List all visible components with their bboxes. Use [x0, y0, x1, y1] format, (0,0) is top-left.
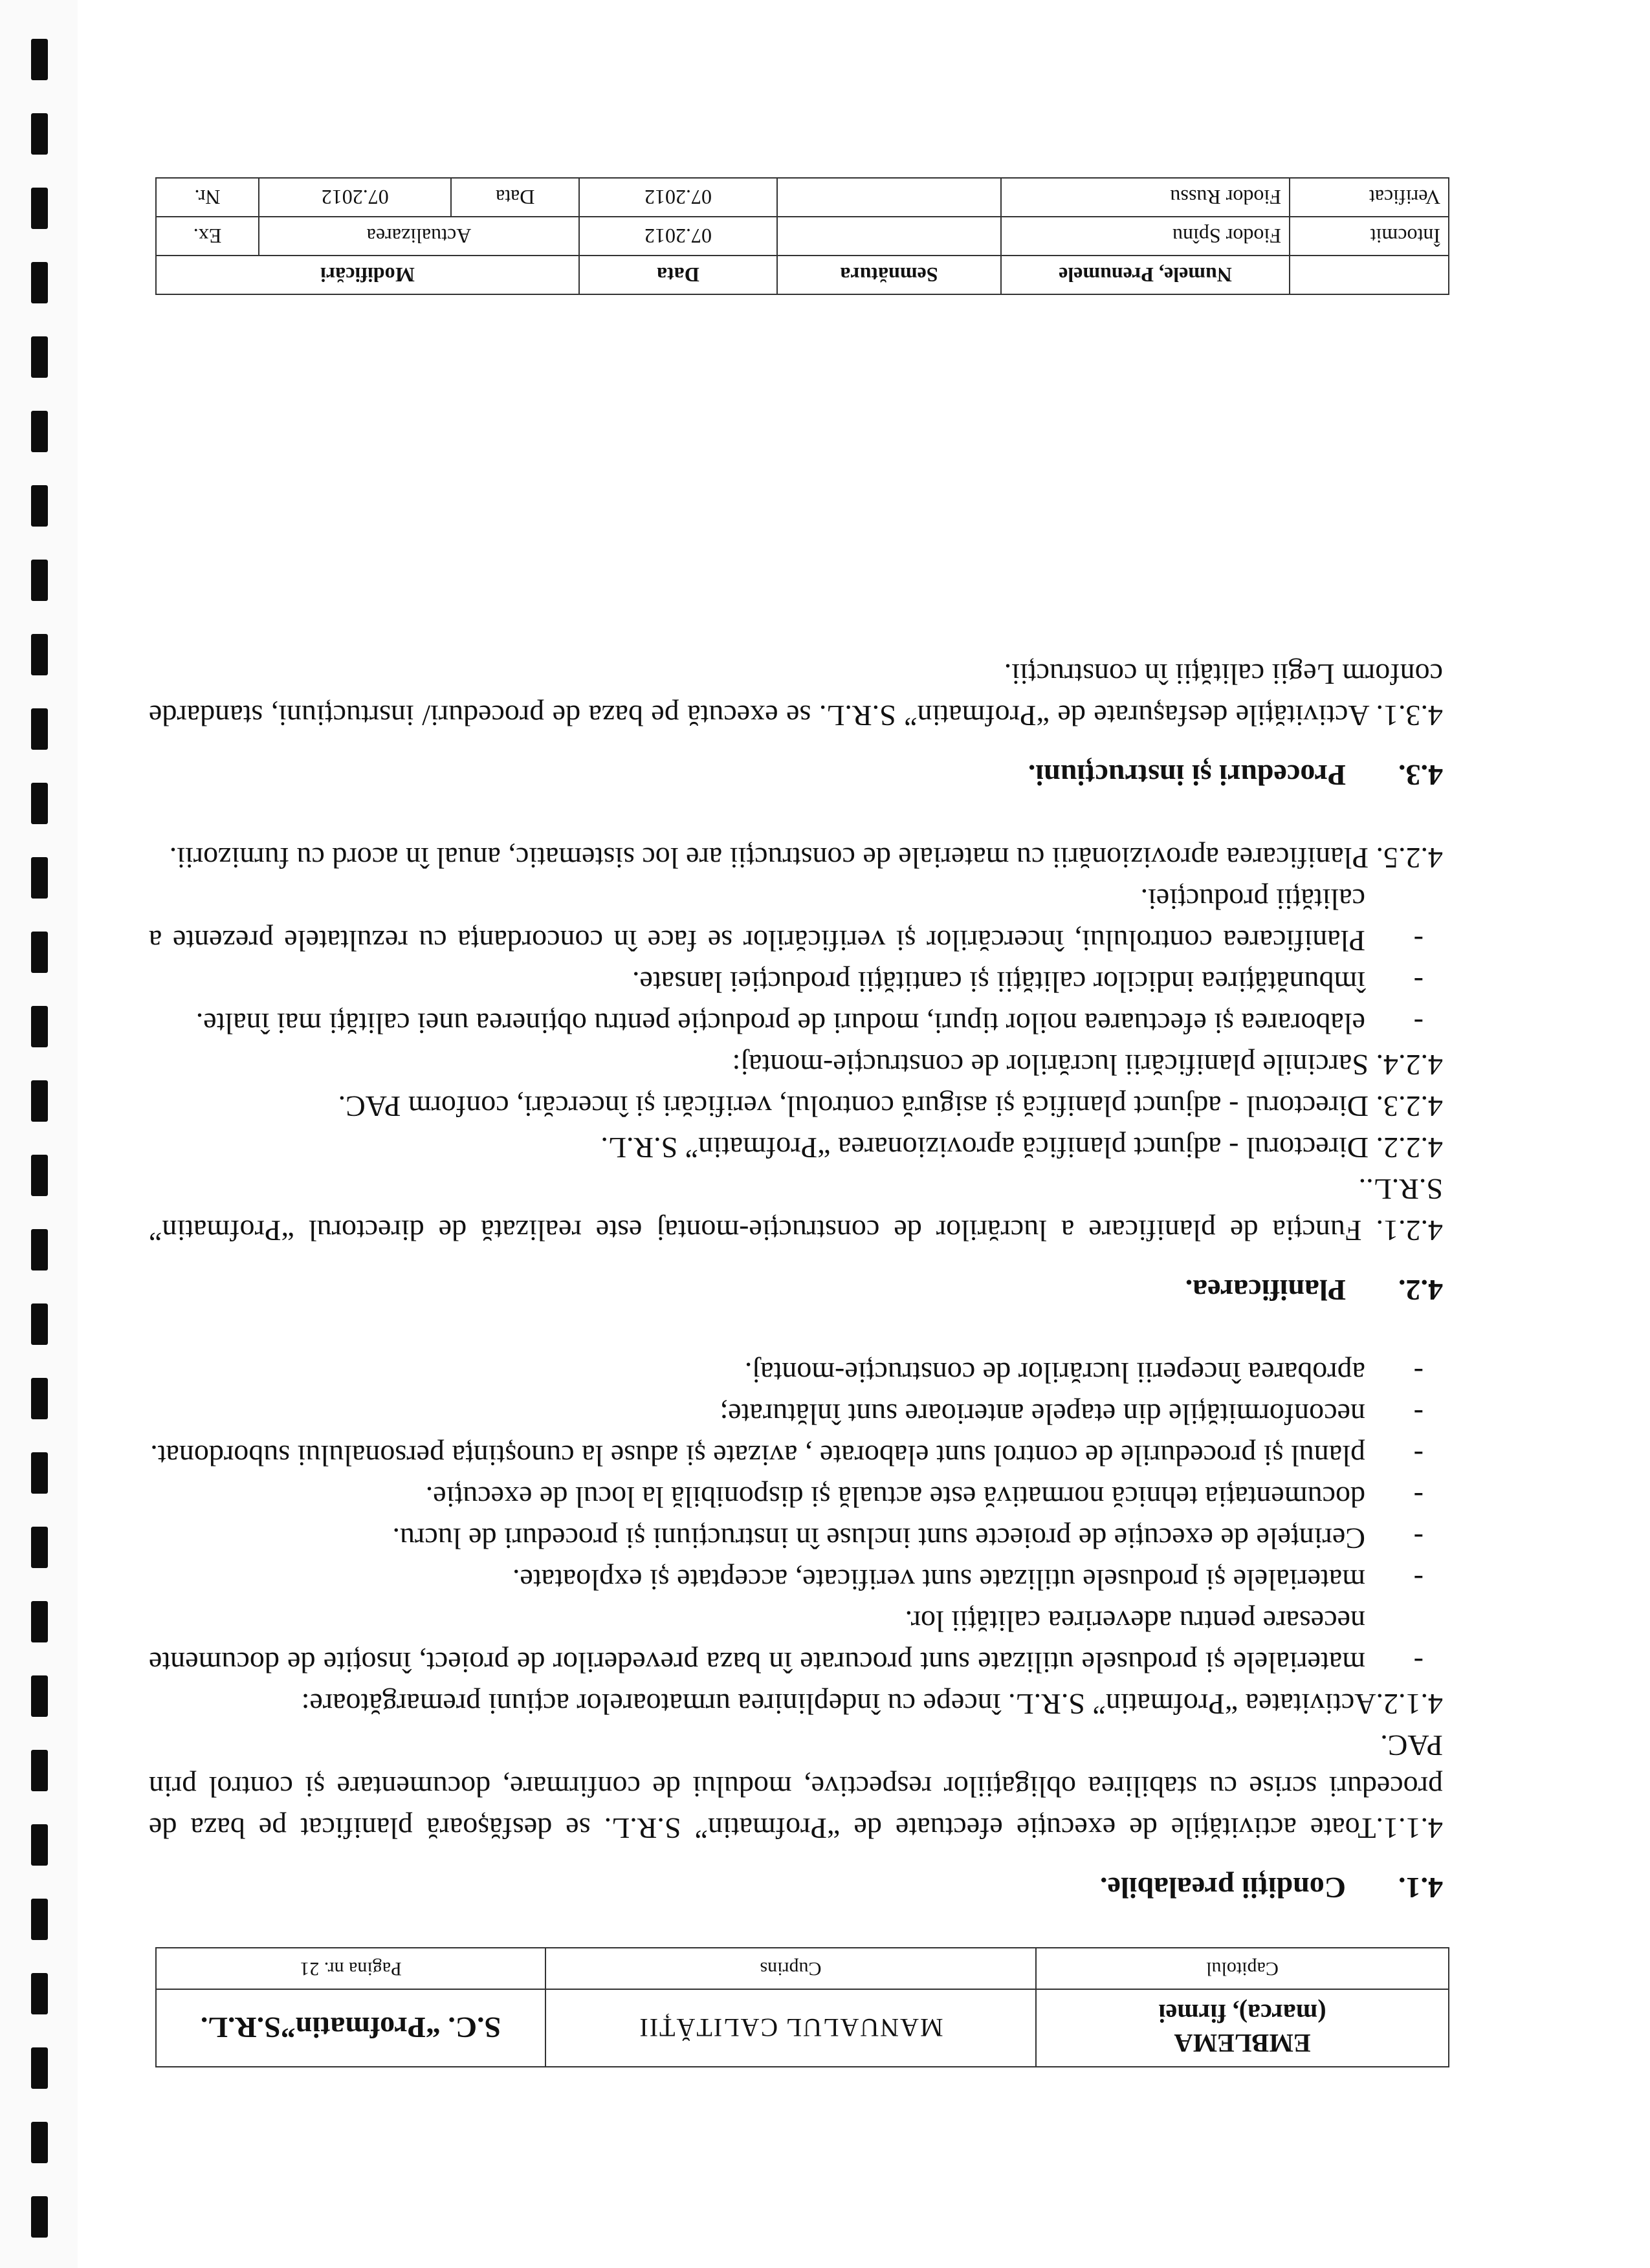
- list-item: - documentația tehnică normativă este actuală și disponibilă la locul de execuție.: [425, 1481, 1424, 1514]
- manual-title: MANUALUL CALITĂȚII: [545, 1989, 1036, 2067]
- col-signature-header: Semnătura: [777, 256, 1001, 294]
- mod-label-cell: Data: [451, 178, 579, 217]
- mod-value-cell: Nr.: [156, 178, 259, 217]
- list-item: - aprobarea începerii lucrărilor de construcție-montaj.: [744, 1357, 1424, 1390]
- name-cell: Fiodor Russu: [1001, 178, 1290, 217]
- page-number: Pagina nr. 21: [156, 1948, 545, 1989]
- section-number: 4.2.: [1398, 1274, 1443, 1307]
- chapter-label: Capitolul: [1036, 1948, 1449, 1989]
- emblem-label: EMBLEMA: [1174, 2029, 1311, 2058]
- mod-label-cell: Actualizarea: [259, 217, 579, 256]
- list-item: - planul și procedurile de control sunt elaborate , avizate și aduse la cunoștința personalului subordonat.: [150, 1439, 1424, 1472]
- section-number: 4.3.: [1398, 759, 1443, 792]
- signature-cell: [777, 178, 1001, 217]
- document-body: [149, 653, 1443, 1932]
- signature-cell: [777, 217, 1001, 256]
- list-item: - Planificarea controlului, încercărilor și verificărilor se face în concordanța cu rezultatele prezente a calității producției.: [149, 883, 1424, 957]
- brand-label: (marca), firmei: [1158, 1999, 1326, 2028]
- section-title: Planificarea.: [1185, 1274, 1346, 1307]
- list-item: - materialele și produsele utilizate sunt procurate în baza prevederilor de proiect, însoțite de documente necesare pentru adeverirea calității lor.: [149, 1605, 1424, 1679]
- role-cell: Întocmit: [1290, 217, 1449, 256]
- role-cell: Verificat: [1290, 178, 1449, 217]
- mod-value-cell: Ex.: [156, 217, 259, 256]
- list-item: - neconformitățile din etapele anterioare sunt înlăturate;: [720, 1398, 1424, 1431]
- paragraph-4-1-2: 4.1.2.Activitatea “Profmatin” S.R.L. începe cu îndeplinirea urmatoarelor acțiuni premargătoare:: [301, 1688, 1443, 1721]
- list-item: - elaborarea și efectuarea noilor tipuri, moduri de producție pentru obținerea unei calități mai înalte.: [195, 1007, 1424, 1040]
- col-date-header: Data: [579, 256, 777, 294]
- paragraph-4-3-1: 4.3.1. Activitățile desfașurate de “Profmatin” S.R.L. se execută pe baza de proceduri/ insrtucțiuni, standarde conform Legii calității în construcții.: [149, 658, 1443, 732]
- paragraph-4-2-5: 4.2.5. Planificarea aprovizionării cu materiale de construcții are loc sistematic, anual în acord cu furnizorii.: [169, 842, 1443, 875]
- emblem-cell: [1036, 1989, 1449, 2067]
- mod-date-cell: 07.2012: [259, 178, 451, 217]
- list-item: - materialele și produsele utilizate sunt verificate, acceptate și exploatate.: [512, 1564, 1424, 1597]
- date-cell: 07.2012: [579, 178, 777, 217]
- paragraph-4-2-1: 4.2.1. Funcția de planificare a lucrărilor de construcție-montaj este realizată de directorul “Profmatin” S.R.L..: [149, 1173, 1443, 1247]
- list-item: - îmbunătățirea indicilor calității și cantității producției lansate.: [632, 966, 1424, 999]
- document-header-table: [155, 1947, 1449, 2067]
- contents-label: Cuprins: [545, 1948, 1036, 1989]
- paragraph-4-1-1: 4.1.1.Toate activitățile de execuție efectuate de “Profmatin” S.R.L. se desfășoară planificat pe baza de proceduri scrise cu stabilirea obligațiilor respective, modului de confirmare, documentare și control prin PAC.: [149, 1729, 1443, 1845]
- section-heading-4-2: [149, 1269, 1443, 1311]
- date-cell: 07.2012: [579, 217, 777, 256]
- company-name: S.C. “Profmatin”S.R.L.: [156, 1989, 545, 2067]
- list-item: - Cerințele de execuție de proiecte sunt incluse în instrucțiuni și proceduri de lucru.: [392, 1522, 1424, 1555]
- col-name-header: Numele, Prenumele: [1001, 256, 1290, 294]
- section-title: Condiții prealabile.: [1100, 1871, 1346, 1904]
- paragraph-4-2-3: 4.2.3. Directorul - adjunct planifică și asigură controlul, verificări și încercări, conform PAC.: [338, 1090, 1443, 1123]
- paragraph-4-2-4: 4.2.4. Sarcinile planificării lucrărilor de construcție-montaj:: [732, 1049, 1443, 1082]
- col-modifications-header: Modificări: [156, 256, 579, 294]
- paragraph-4-2-2: 4.2.2. Directorul - adjunct planifică aprovizionarea “Profmatin” S.R.L.: [600, 1131, 1443, 1164]
- section-title: Proceduri și instrucțiuni.: [1028, 759, 1346, 792]
- section-heading-4-3: [149, 754, 1443, 796]
- name-cell: Fiodor Spînu: [1001, 217, 1290, 256]
- approval-table: [155, 177, 1449, 295]
- section-number: 4.1.: [1398, 1871, 1443, 1904]
- section-heading-4-1: [149, 1867, 1443, 1908]
